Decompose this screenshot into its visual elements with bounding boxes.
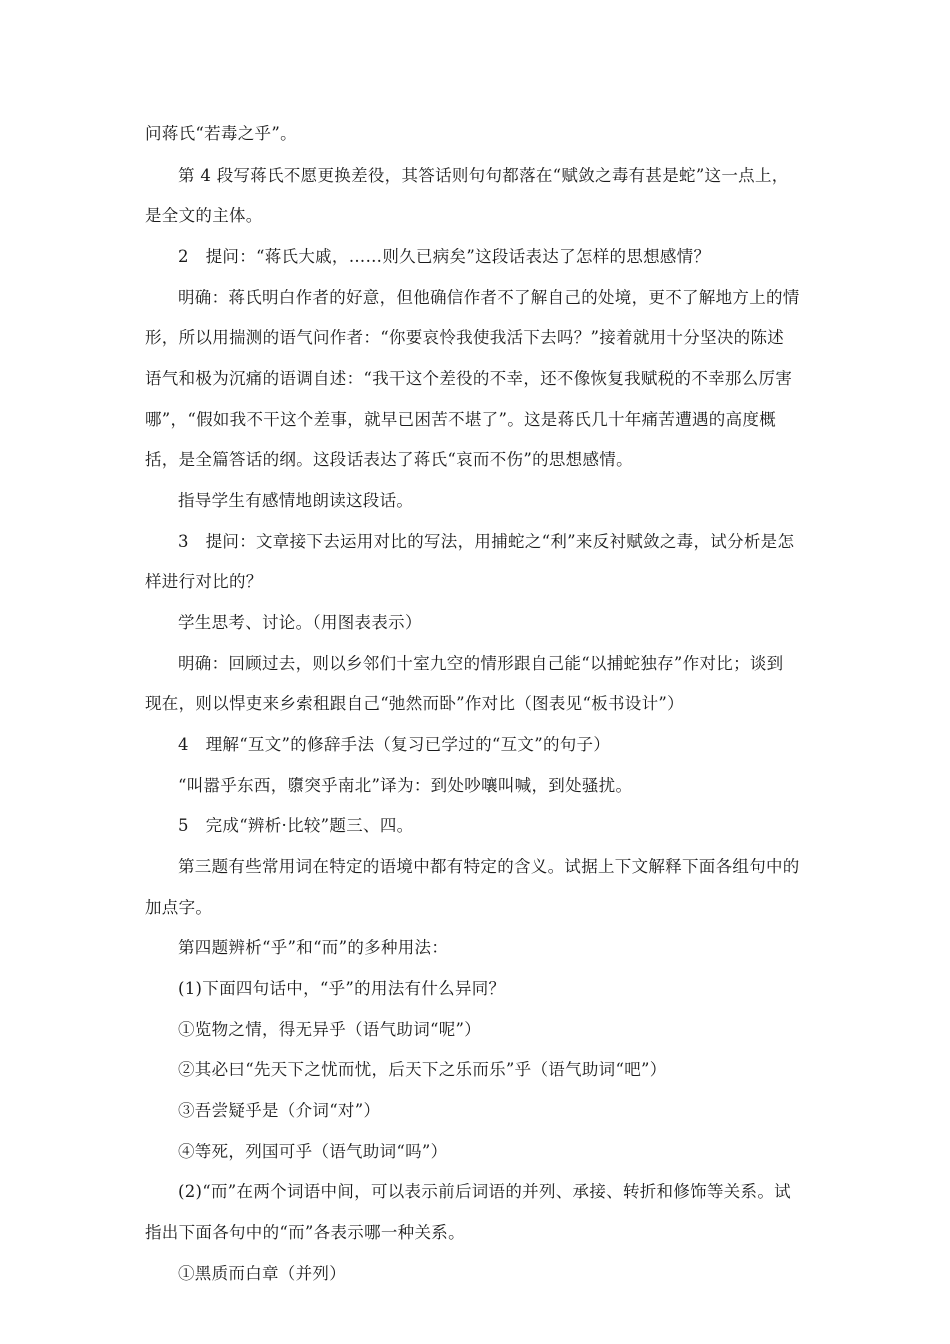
text-line: 3 提问：文章接下去运用对比的写法，用捕蛇之“利”来反衬赋敛之毒，试分析是怎 [178,532,795,551]
text-line: 语气和极为沉痛的语调自述：“我干这个差役的不幸，还不像恢复我赋税的不幸那么厉害 [145,369,793,388]
text-line: “叫嚣乎东西，隳突乎南北”译为：到处吵嚷叫喊，到处骚扰。 [178,776,633,795]
text-line: 2 提问：“蒋氏大戚，……则久已病矣”这段话表达了怎样的思想感情？ [178,247,711,266]
text-line: 第四题辨析“乎”和“而”的多种用法： [178,938,449,957]
text-line: ②其必曰“先天下之忧而忧，后天下之乐而乐”乎（语气助词“吧”） [178,1060,667,1079]
text-line: 明确：蒋氏明白作者的好意，但他确信作者不了解自己的处境，更不了解地方上的情 [178,288,800,307]
text-line: 5 完成“辨析·比较”题三、四。 [178,816,414,835]
text-line: 问蒋氏“若毒之乎”。 [145,124,297,143]
text-line: 第 4 段写蒋氏不愿更换差役，其答话则句句都落在“赋敛之毒有甚是蛇”这一点上， [178,166,789,185]
text-line: 明确：回顾过去，则以乡邻们十室九空的情形跟自己能“以捕蛇独存”作对比；谈到 [178,654,784,673]
text-line: 形，所以用揣测的语气问作者：“你要哀怜我使我活下去吗？”接着就用十分坚决的陈述 [145,328,785,347]
text-line: 第三题有些常用词在特定的语境中都有特定的含义。试据上下文解释下面各组句中的 [178,857,800,876]
text-line: 括，是全篇答话的纲。这段话表达了蒋氏“哀而不伤”的思想感情。 [145,450,633,469]
text-line: 指出下面各句中的“而”各表示哪一种关系。 [145,1223,465,1242]
text-line: 是全文的主体。 [145,206,263,225]
text-line: ④等死，列国可乎（语气助词“吗”） [178,1142,448,1161]
text-line: 样进行对比的？ [145,572,263,591]
text-line: 学生思考、讨论。（用图表表示） [178,613,422,632]
text-line: ①览物之情，得无异乎（语气助词“呢”） [178,1020,482,1039]
text-line: 加点字。 [145,898,213,917]
text-line: 哪”，“假如我不干这个差事，就早已困苦不堪了”。这是蒋氏几十年痛苦遭遇的高度概 [145,410,777,429]
text-line: ①黑质而白章（并列） [178,1264,346,1283]
text-line: 指导学生有感情地朗读这段话。 [178,491,414,510]
text-line: 现在，则以悍吏来乡索租跟自己“弛然而卧”作对比（图表见“板书设计”） [145,694,684,713]
text-line: ③吾尝疑乎是（介词“对”） [178,1101,381,1120]
text-line: (2)“而”在两个词语中间，可以表示前后词语的并列、承接、转折和修饰等关系。试 [178,1182,791,1201]
text-line: (1)下面四句话中，“乎”的用法有什么异同？ [178,979,506,998]
text-line: 4 理解“互文”的修辞手法（复习已学过的“互文”的句子） [178,735,611,754]
